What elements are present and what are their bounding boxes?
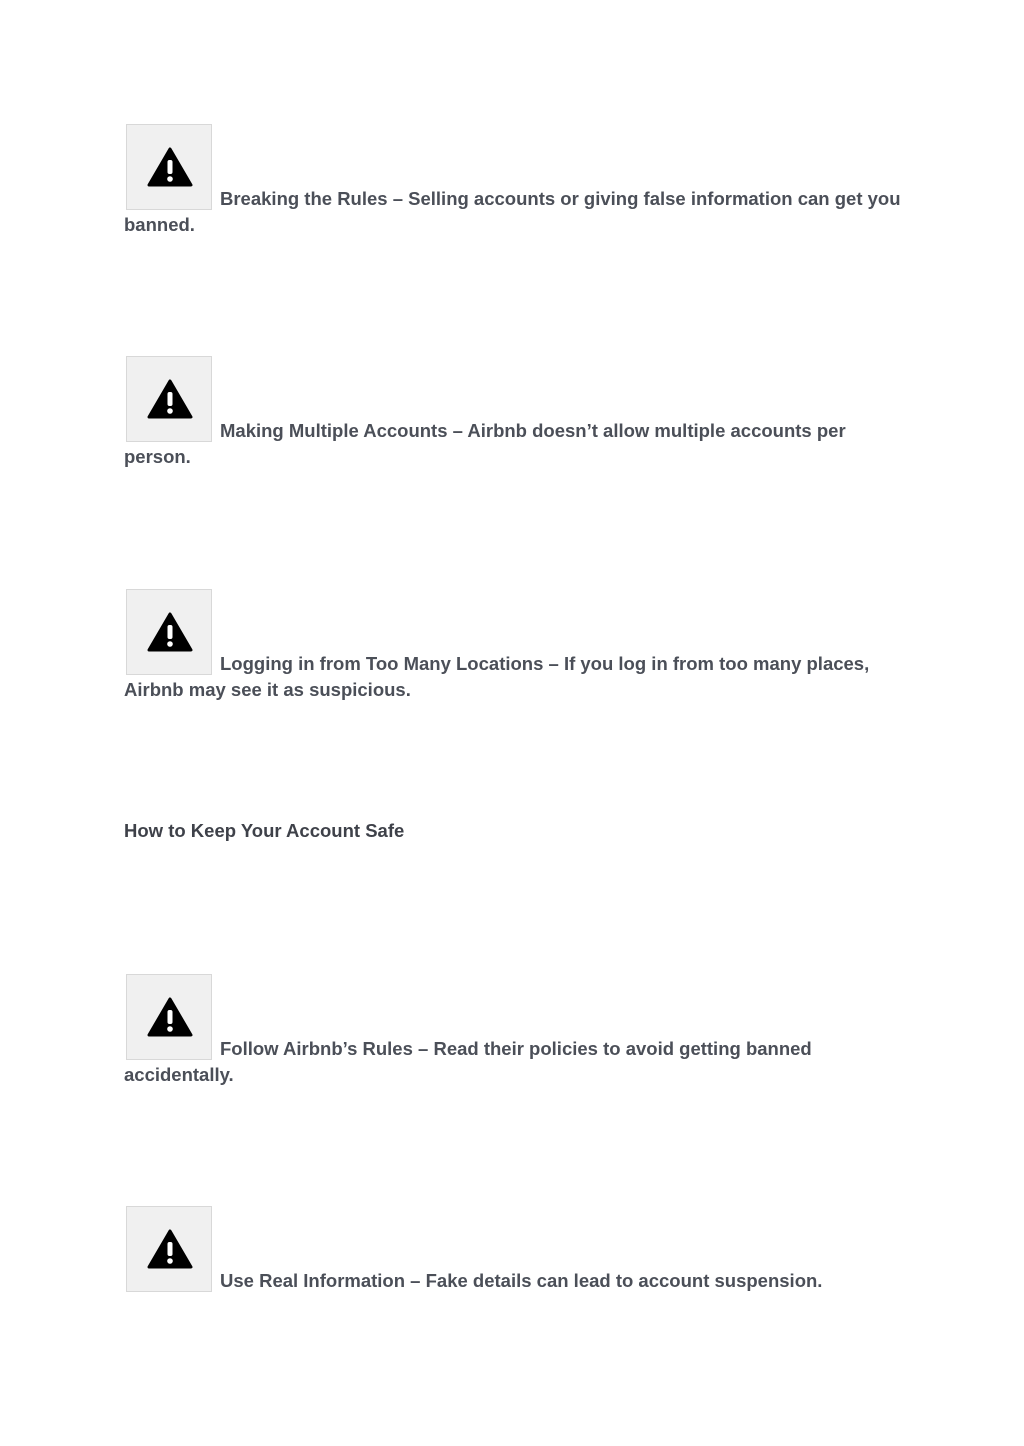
list-item xyxy=(124,591,904,703)
list-item xyxy=(124,1208,904,1294)
warning-icon xyxy=(126,124,212,210)
warning-icon xyxy=(126,356,212,442)
section-heading: How to Keep Your Account Safe xyxy=(124,820,405,841)
warning-icon xyxy=(126,1206,212,1292)
item-text: Use Real Information – Fake details can lead to account suspension. xyxy=(220,1270,823,1291)
item-text: Breaking the Rules – Selling accounts or giving false information can get you banned. xyxy=(124,188,901,235)
item-text: Logging in from Too Many Locations – If you log in from too many places, Airbnb may see it as suspicious. xyxy=(124,653,870,700)
list-item xyxy=(124,976,904,1088)
list-item xyxy=(124,126,904,238)
warning-icon xyxy=(126,974,212,1060)
warning-icon xyxy=(126,589,212,675)
item-text: Making Multiple Accounts – Airbnb doesn’t allow multiple accounts per person. xyxy=(124,420,846,467)
item-text: Follow Airbnb’s Rules – Read their policies to avoid getting banned accidentally. xyxy=(124,1038,812,1085)
list-item xyxy=(124,358,904,470)
